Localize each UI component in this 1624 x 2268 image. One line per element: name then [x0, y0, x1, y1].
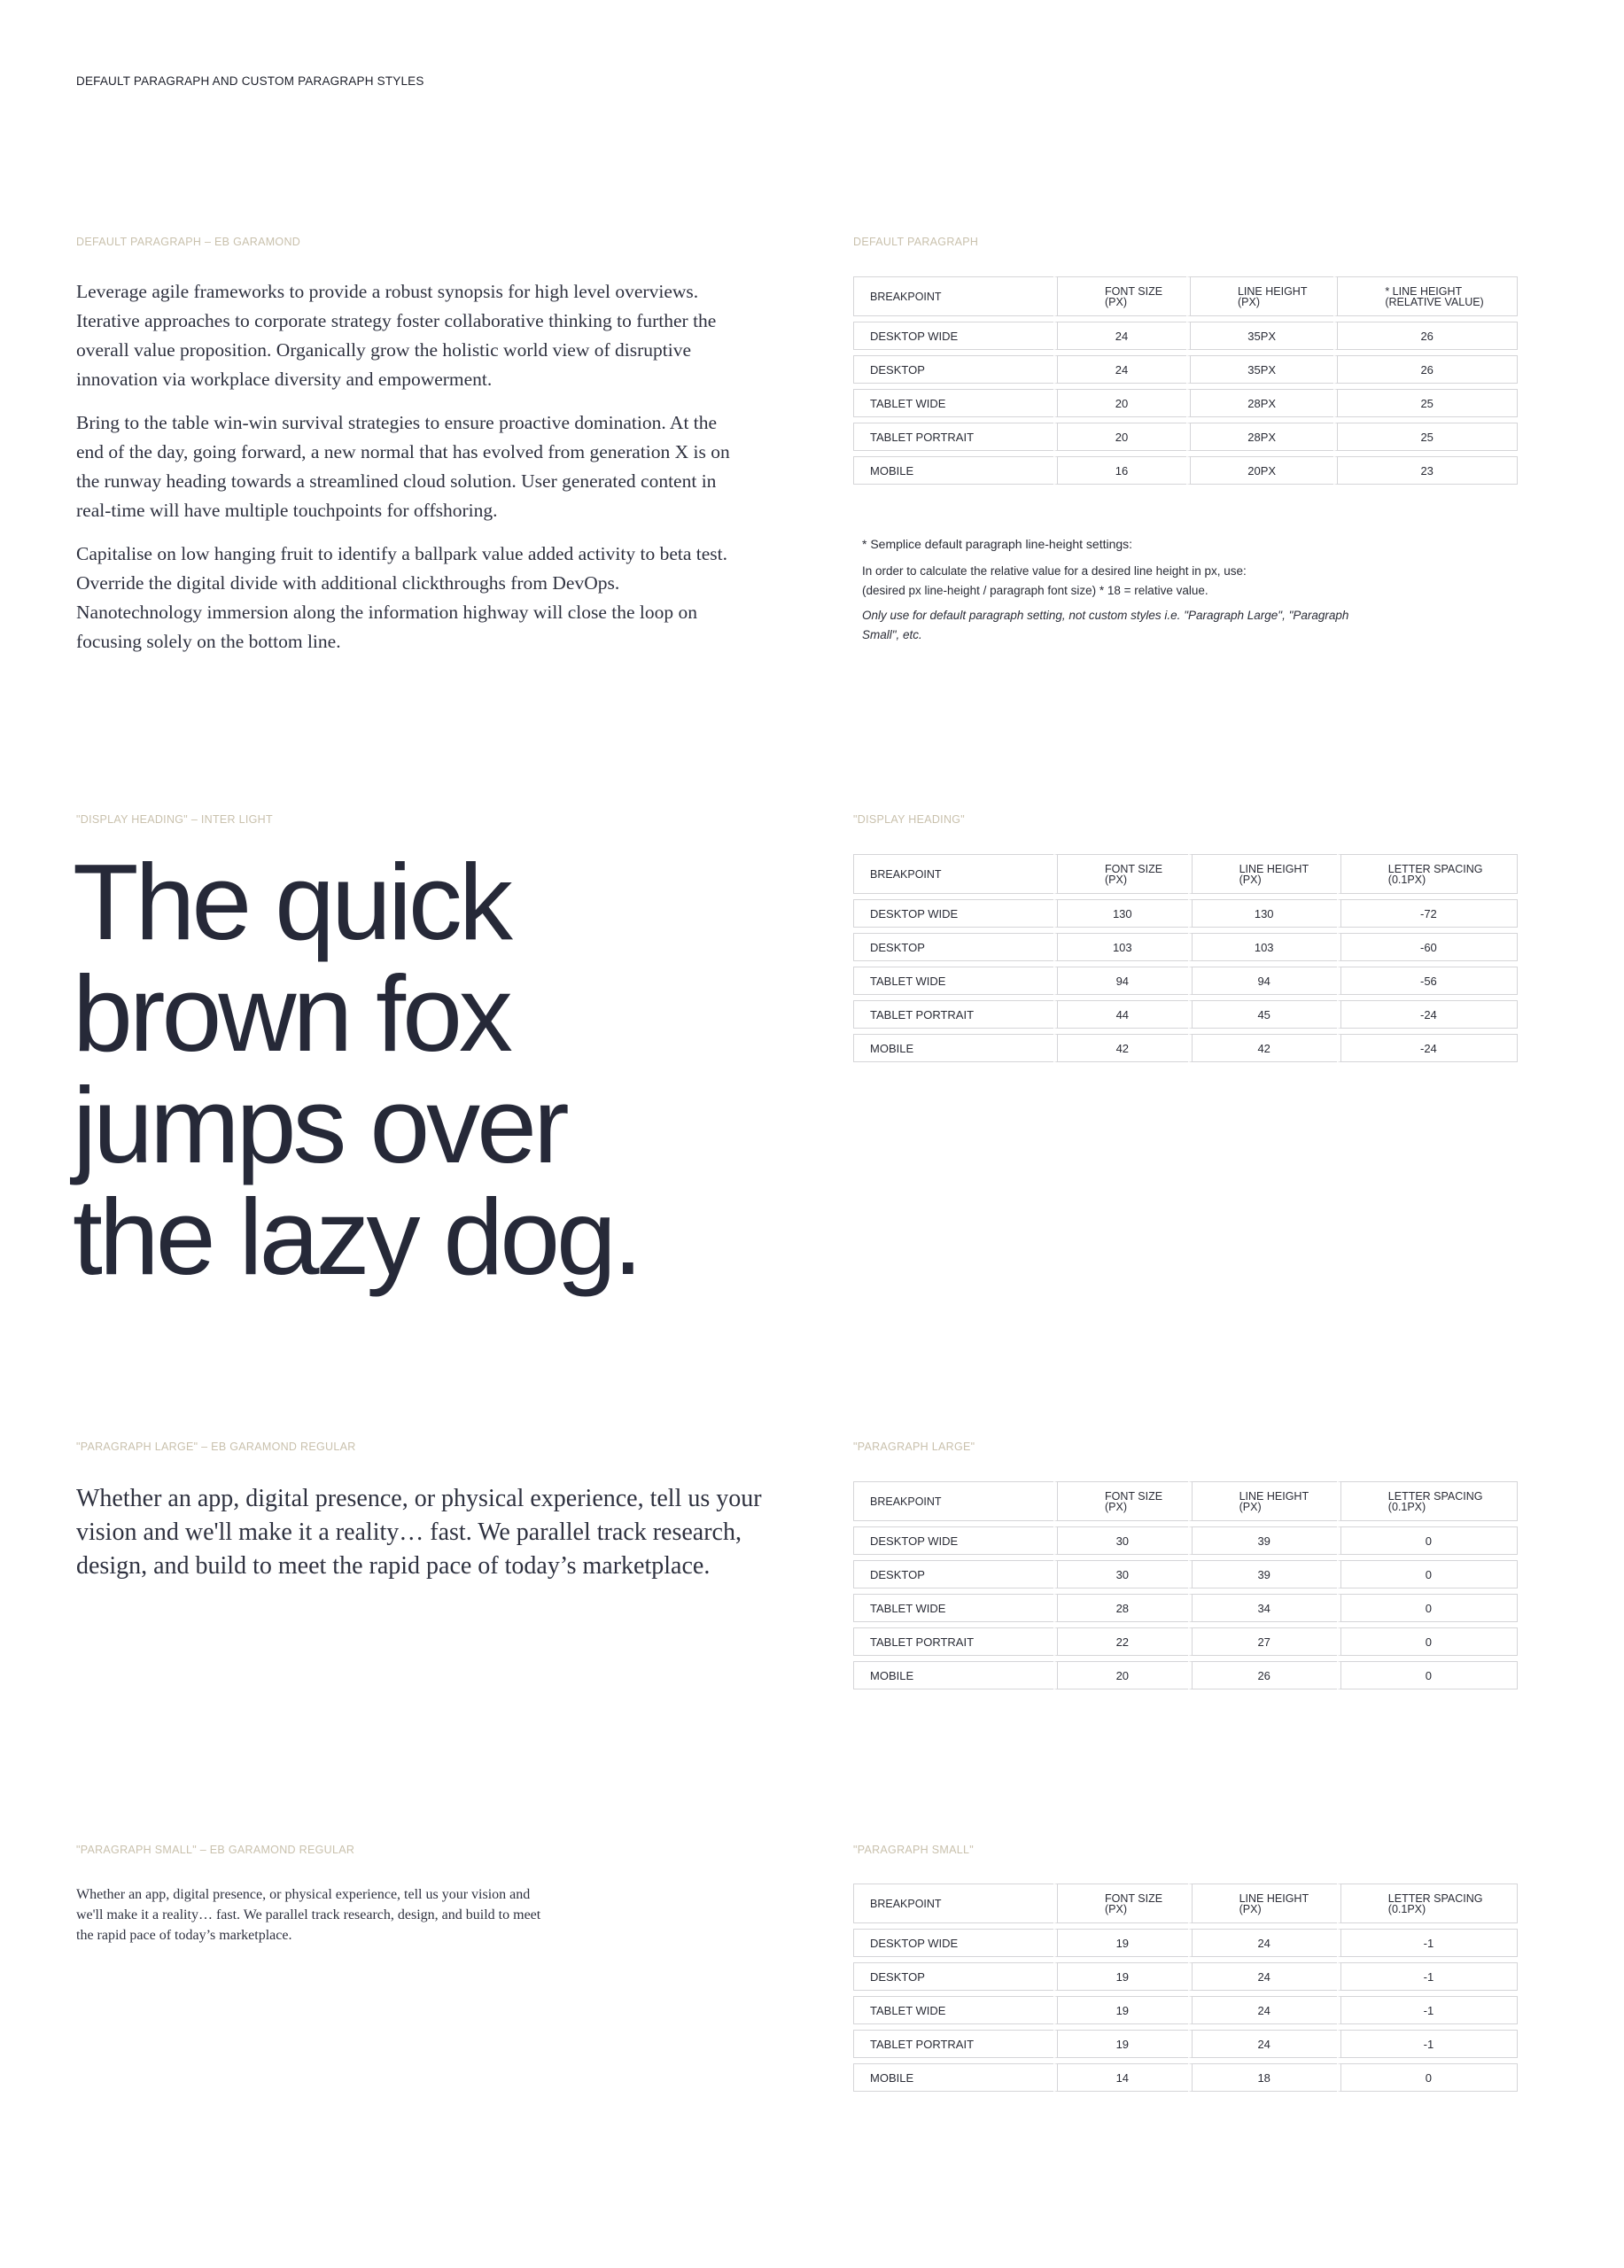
column-header-line: FONT SIZE [1105, 862, 1163, 875]
value-cell: 42 [1053, 1034, 1188, 1062]
column-header-line: (PX) [1239, 873, 1262, 886]
display-line-3: jumps over [73, 1065, 566, 1185]
value-cell: 24 [1053, 322, 1186, 350]
value-cell: -24 [1337, 1000, 1518, 1029]
value-cell: 27 [1188, 1627, 1337, 1656]
note-body-line-1: In order to calculate the relative value for a desired line height in px, use: [862, 564, 1247, 578]
display-heading-table [853, 849, 1518, 1068]
breakpoint-cell: DESKTOP WIDE [853, 1929, 1053, 1957]
value-cell: 28PX [1186, 423, 1333, 451]
column-header-line: (PX) [1105, 295, 1127, 308]
value-cell: 20PX [1186, 456, 1333, 485]
value-cell: 25 [1333, 389, 1518, 417]
breakpoint-cell: DESKTOP WIDE [853, 899, 1053, 928]
value-cell: 103 [1188, 933, 1337, 961]
table-row [853, 1594, 1518, 1622]
value-cell: 0 [1337, 1594, 1518, 1622]
breakpoint-cell: DESKTOP WIDE [853, 322, 1053, 350]
table-row [853, 1526, 1518, 1555]
table-header-row [853, 854, 1518, 894]
column-header [1333, 276, 1518, 316]
value-cell: 24 [1188, 2030, 1337, 2058]
paragraph-small-table-label: "PARAGRAPH SMALL" [853, 1844, 975, 1856]
value-cell: 19 [1053, 2030, 1188, 2058]
value-cell: 19 [1053, 1996, 1188, 2024]
column-header-line: FONT SIZE [1105, 1489, 1163, 1503]
column-header [1186, 276, 1333, 316]
paragraph-large-table [853, 1476, 1518, 1695]
breakpoint-cell: TABLET PORTRAIT [853, 1627, 1053, 1656]
display-heading-sample-label: "DISPLAY HEADING" – INTER LIGHT [76, 813, 273, 826]
column-header-line: LETTER SPACING [1387, 1489, 1483, 1503]
table-row [853, 1034, 1518, 1062]
column-header-line: (PX) [1237, 295, 1260, 308]
value-cell: 28PX [1186, 389, 1333, 417]
table-header-row [853, 1884, 1518, 1923]
note-body-line-2: (desired px line-height / paragraph font size) * 18 = relative value. [862, 584, 1208, 597]
table-row [853, 967, 1518, 995]
display-line-4: the lazy dog. [73, 1177, 640, 1297]
column-header: BREAKPOINT [853, 1884, 1053, 1923]
value-cell: -1 [1337, 1929, 1518, 1957]
value-cell: 0 [1337, 1526, 1518, 1555]
value-cell: 39 [1188, 1526, 1337, 1555]
default-paragraph-3: Capitalise on low hanging fruit to identify a ballpark value added activity to beta test. Override the digital divide with additional clickthroughs from DevOps. Nanotechnology immersion along the information highway will close the loop on focusing solely on the bottom line. [76, 543, 727, 652]
table-row [853, 2063, 1518, 2092]
column-header-line: LINE HEIGHT [1237, 284, 1308, 298]
breakpoint-cell: DESKTOP [853, 1962, 1053, 1991]
table-row [853, 322, 1518, 350]
value-cell: 20 [1053, 423, 1186, 451]
value-cell: -56 [1337, 967, 1518, 995]
paragraph-small-sample-label: "PARAGRAPH SMALL" – EB GARAMOND REGULAR [76, 1844, 355, 1856]
column-header [1337, 1481, 1518, 1521]
value-cell: 94 [1188, 967, 1337, 995]
column-header-line: (PX) [1105, 1902, 1127, 1915]
column-header: BREAKPOINT [853, 276, 1053, 316]
column-header-line: (PX) [1105, 1500, 1127, 1513]
table-row [853, 1000, 1518, 1029]
column-header-line: LINE HEIGHT [1239, 862, 1309, 875]
display-heading-table-label: "DISPLAY HEADING" [853, 813, 966, 826]
column-header-line: LETTER SPACING [1387, 1891, 1483, 1905]
value-cell: -1 [1337, 1996, 1518, 2024]
display-line-1: The quick [73, 842, 509, 962]
note-body [862, 562, 1358, 601]
value-cell: 42 [1188, 1034, 1337, 1062]
breakpoint-cell: TABLET PORTRAIT [853, 2030, 1053, 2058]
value-cell: 26 [1188, 1661, 1337, 1689]
table-row [853, 1962, 1518, 1991]
value-cell: -24 [1337, 1034, 1518, 1062]
default-paragraph-table [853, 271, 1518, 490]
breakpoint-cell: DESKTOP [853, 933, 1053, 961]
value-cell: 26 [1333, 322, 1518, 350]
value-cell: 24 [1188, 1996, 1337, 2024]
value-cell: -1 [1337, 1962, 1518, 1991]
column-header [1053, 276, 1186, 316]
breakpoint-cell: TABLET WIDE [853, 1996, 1053, 2024]
note-italic: Only use for default paragraph setting, not custom styles i.e. "Paragraph Large", "Paragraph Small", etc. [862, 609, 1349, 641]
table-row [853, 423, 1518, 451]
breakpoint-cell: MOBILE [853, 456, 1053, 485]
value-cell: 0 [1337, 1560, 1518, 1588]
column-header-line: FONT SIZE [1105, 1891, 1163, 1905]
breakpoint-cell: MOBILE [853, 1661, 1053, 1689]
table-row [853, 1627, 1518, 1656]
paragraph-small-sample: Whether an app, digital presence, or physical experience, tell us your vision and we'll make it a reality… fast. We parallel track research, design, and build to meet the rapid pace of today’s marketplace. [76, 1887, 541, 1943]
default-paragraph-2: Bring to the table win-win survival strategies to ensure proactive domination. At the end of the day, going forward, a new normal that has evolved from generation X is on the runway heading towards a streamlined cloud solution. User generated content in real-time will have multiple touchpoints for offshoring. [76, 412, 730, 521]
breakpoint-cell: TABLET WIDE [853, 967, 1053, 995]
value-cell: 19 [1053, 1962, 1188, 1991]
breakpoint-cell: DESKTOP [853, 355, 1053, 384]
column-header-line: (PX) [1239, 1500, 1262, 1513]
value-cell: 35PX [1186, 355, 1333, 384]
table-row [853, 1560, 1518, 1588]
breakpoint-cell: TABLET PORTRAIT [853, 1000, 1053, 1029]
value-cell: 44 [1053, 1000, 1188, 1029]
column-header: BREAKPOINT [853, 854, 1053, 894]
value-cell: -60 [1337, 933, 1518, 961]
table-header-row [853, 1481, 1518, 1521]
paragraph-large-table-label: "PARAGRAPH LARGE" [853, 1441, 975, 1453]
column-header [1053, 854, 1188, 894]
column-header-line: (RELATIVE VALUE) [1385, 295, 1484, 308]
breakpoint-cell: TABLET WIDE [853, 389, 1053, 417]
value-cell: 30 [1053, 1560, 1188, 1588]
table-row [853, 456, 1518, 485]
table-row [853, 1661, 1518, 1689]
table-row [853, 2030, 1518, 2058]
breakpoint-cell: MOBILE [853, 1034, 1053, 1062]
column-header-line: (PX) [1105, 873, 1127, 886]
breakpoint-cell: TABLET PORTRAIT [853, 423, 1053, 451]
value-cell: 0 [1337, 1661, 1518, 1689]
value-cell: -1 [1337, 2030, 1518, 2058]
value-cell: 26 [1333, 355, 1518, 384]
table-row [853, 899, 1518, 928]
value-cell: 24 [1053, 355, 1186, 384]
column-header [1188, 854, 1337, 894]
column-header-line: LINE HEIGHT [1239, 1891, 1309, 1905]
column-header-line: (0.1PX) [1387, 873, 1426, 886]
column-header [1053, 1884, 1188, 1923]
column-header [1188, 1884, 1337, 1923]
column-header-line: LETTER SPACING [1387, 862, 1483, 875]
breakpoint-cell: DESKTOP WIDE [853, 1526, 1053, 1555]
column-header [1337, 854, 1518, 894]
value-cell: 14 [1053, 2063, 1188, 2092]
table-row [853, 933, 1518, 961]
value-cell: 30 [1053, 1526, 1188, 1555]
table-row [853, 389, 1518, 417]
value-cell: -72 [1337, 899, 1518, 928]
value-cell: 39 [1188, 1560, 1337, 1588]
value-cell: 25 [1333, 423, 1518, 451]
column-header-line: (0.1PX) [1387, 1902, 1426, 1915]
value-cell: 130 [1188, 899, 1337, 928]
breakpoint-cell: DESKTOP [853, 1560, 1053, 1588]
column-header [1337, 1884, 1518, 1923]
paragraph-small-table [853, 1878, 1518, 2097]
value-cell: 20 [1053, 389, 1186, 417]
value-cell: 94 [1053, 967, 1188, 995]
value-cell: 18 [1188, 2063, 1337, 2092]
column-header: BREAKPOINT [853, 1481, 1053, 1521]
value-cell: 19 [1053, 1929, 1188, 1957]
breakpoint-cell: MOBILE [853, 2063, 1053, 2092]
value-cell: 130 [1053, 899, 1188, 928]
paragraph-large-sample-label: "PARAGRAPH LARGE" – EB GARAMOND REGULAR [76, 1441, 356, 1453]
value-cell: 35PX [1186, 322, 1333, 350]
value-cell: 103 [1053, 933, 1188, 961]
value-cell: 20 [1053, 1661, 1188, 1689]
default-paragraph-table-label: DEFAULT PARAGRAPH [853, 236, 979, 248]
breakpoint-cell: TABLET WIDE [853, 1594, 1053, 1622]
value-cell: 22 [1053, 1627, 1188, 1656]
value-cell: 45 [1188, 1000, 1337, 1029]
table-row [853, 1996, 1518, 2024]
paragraph-large-sample: Whether an app, digital presence, or physical experience, tell us your vision and we'll make it a reality… fast. We parallel track research, design, and build to meet the rapid pace of today’s marketplace. [76, 1485, 762, 1580]
value-cell: 34 [1188, 1594, 1337, 1622]
value-cell: 0 [1337, 2063, 1518, 2092]
column-header-line: FONT SIZE [1105, 284, 1163, 298]
default-paragraph-sample-label: DEFAULT PARAGRAPH – EB GARAMOND [76, 236, 301, 248]
table-row [853, 1929, 1518, 1957]
value-cell: 23 [1333, 456, 1518, 485]
table-row [853, 355, 1518, 384]
line-height-note [862, 537, 1358, 645]
value-cell: 24 [1188, 1962, 1337, 1991]
default-paragraph-1: Leverage agile frameworks to provide a robust synopsis for high level overviews. Iterative approaches to corporate strategy foster collaborative thinking to further the overall value proposition. Organically grow the holistic world view of disruptive innovation via workplace diversity and empowerment. [76, 281, 717, 390]
value-cell: 0 [1337, 1627, 1518, 1656]
page-title: DEFAULT PARAGRAPH AND CUSTOM PARAGRAPH STYLES [76, 74, 424, 88]
note-title: * Semplice default paragraph line-height settings: [862, 537, 1133, 551]
display-line-2: brown fox [73, 953, 509, 1074]
column-header [1053, 1481, 1188, 1521]
column-header-line: * LINE HEIGHT [1385, 284, 1463, 298]
display-heading-sample [73, 842, 781, 1297]
value-cell: 24 [1188, 1929, 1337, 1957]
value-cell: 28 [1053, 1594, 1188, 1622]
default-paragraph-sample [76, 277, 736, 671]
column-header-line: LINE HEIGHT [1239, 1489, 1309, 1503]
column-header-line: (0.1PX) [1387, 1500, 1426, 1513]
table-header-row [853, 276, 1518, 316]
column-header [1188, 1481, 1337, 1521]
column-header-line: (PX) [1239, 1902, 1262, 1915]
value-cell: 16 [1053, 456, 1186, 485]
